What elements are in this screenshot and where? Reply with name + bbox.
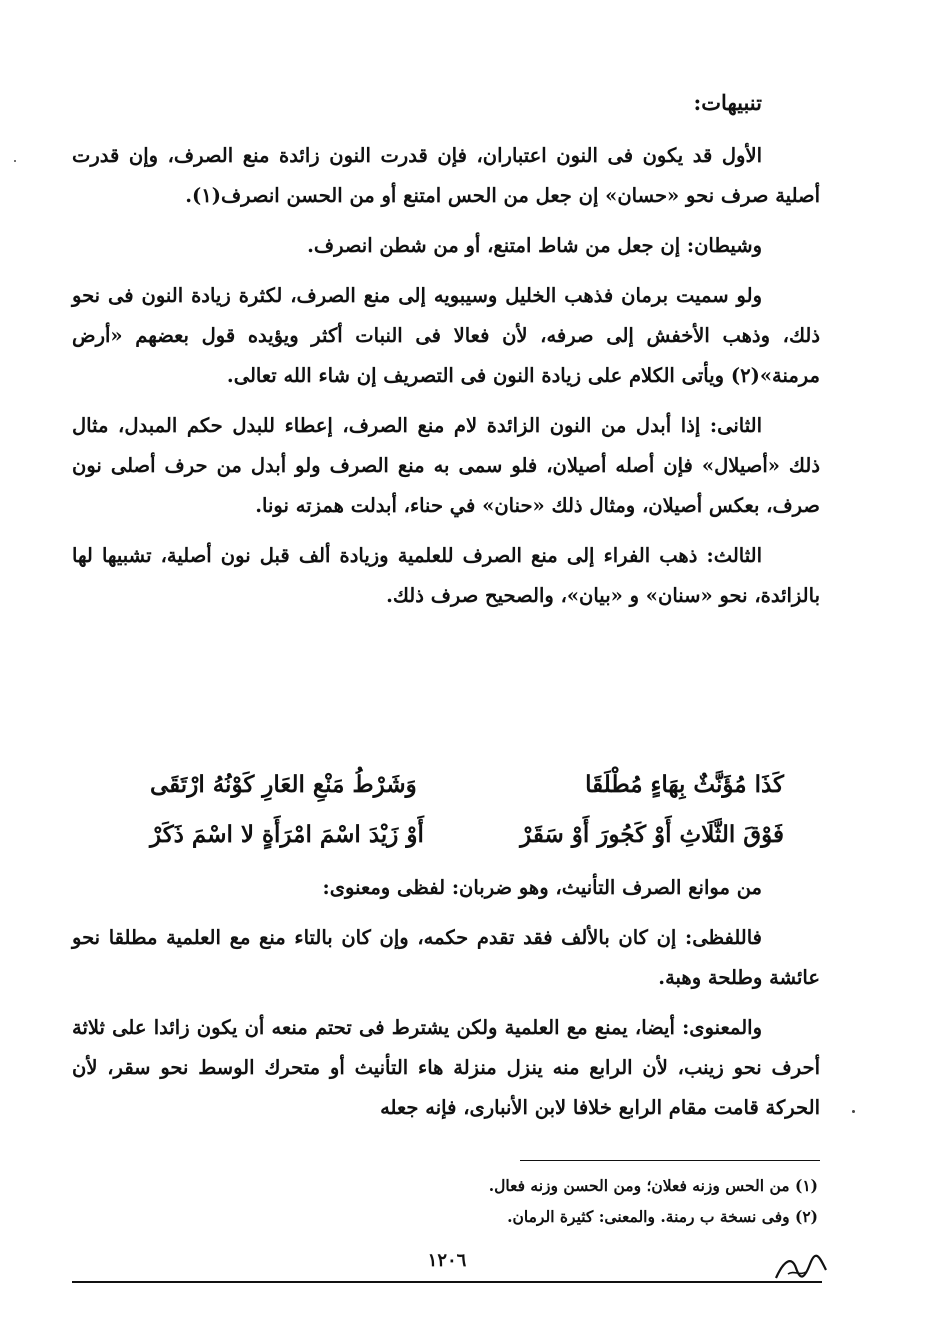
paragraph-lead: والمعنوى: bbox=[682, 1016, 762, 1039]
paragraph-first bbox=[72, 136, 820, 216]
paragraph-text: ذهب الفراء إلى منع الصرف للعلمية وزيادة ألف قبل نون أصلية، تشبيها لها بالزائدة، نحو «سنان» و «بيان»، والصحيح صرف ذلك. bbox=[72, 544, 820, 607]
paragraph-text: ولو سميت برمان فذهب الخليل وسيبويه إلى منع الصرف، لكثرة زيادة النون فى نحو ذلك، وذهب الأخفش إلى صرفه، لأن فعالا فى النبات أكثر ويؤيده قول بعضهم «أرض مرمنة»(٢) ويأتى الكلام على زيادة النون فى التصريف إن شاء الله تعالى. bbox=[72, 284, 820, 387]
paragraph-manawi bbox=[72, 1008, 820, 1128]
scan-speck bbox=[14, 160, 16, 162]
paragraph-lead: الثانى: bbox=[709, 414, 762, 437]
paragraph-text: إن كان بالألف فقد تقدم حكمه، وإن كان بالتاء منع مع العلمية مطلقا نحو عائشة وطلحة وهبة. bbox=[72, 926, 820, 989]
text-block-top bbox=[72, 136, 820, 616]
scribble-mark-icon bbox=[770, 1250, 832, 1284]
paragraph-burman bbox=[72, 276, 820, 396]
paragraph-lafzi bbox=[72, 918, 820, 998]
paragraph-text: أيضا، يمنع مع العلمية ولكن يشترط فى تحتم منعه أن يكون زائدا على ثلاثة أحرف نحو زينب، لأن الرابع منه ينزل منزلة هاء التأنيث أو متحرك الوسط نحو سقر، لأن الحركة قامت مقام الرابع خلافا لابن الأنبارى، فإنه جعله bbox=[72, 1016, 820, 1119]
section-heading: تنبيهات: bbox=[693, 90, 762, 115]
footnote-2: (٢) وفى نسخة ب رمنة. والمعنى: كثيرة الرمان. bbox=[507, 1207, 818, 1226]
paragraph-shaytan bbox=[72, 226, 820, 266]
paragraph-text: وشيطان: إن جعل من شاط امتنع، أو من شطن انصرف. bbox=[307, 234, 762, 257]
verse-hemistich-left: أَوْ زَيْدَ اسْمَ امْرَأَةٍ لا اسْمَ ذَكَرْ bbox=[150, 821, 424, 848]
verse-line bbox=[150, 810, 784, 860]
paragraph-second bbox=[72, 406, 820, 526]
paragraph-lead: فاللفظى: bbox=[685, 926, 762, 949]
footnote-1: (١) من الحس وزنه فعلان؛ ومن الحسن وزنه فعال. bbox=[488, 1176, 818, 1195]
paragraph-mawani bbox=[72, 868, 820, 908]
scan-speck bbox=[852, 1110, 855, 1113]
verse-hemistich-right: فَوْقَ الثَّلَاثِ أَوْ كَجُورَ أَوْ سَقَرْ bbox=[520, 821, 784, 848]
footnotes bbox=[300, 1170, 818, 1232]
verse-hemistich-right: كَذَا مُؤَنَّثٌ بِهَاءٍ مُطْلَقَا bbox=[585, 771, 784, 798]
paragraph-third bbox=[72, 536, 820, 616]
verse-hemistich-left: وَشَرْطُ مَنْعِ العَارِ كَوْنُهُ ارْتَقَى bbox=[150, 771, 417, 798]
paragraph-text: من موانع الصرف التأنيث، وهو ضربان: لفظى ومعنوى: bbox=[322, 876, 762, 899]
bottom-divider bbox=[72, 1281, 822, 1283]
paragraph-text: الأول قد يكون فى النون اعتباران، فإن قدرت النون زائدة منع الصرف، وإن قدرت أصلية صرف نحو «حسان» إن جعل من الحس امتنع أو من الحسن انصرف(١). bbox=[72, 144, 820, 207]
footnote-divider bbox=[520, 1160, 820, 1161]
text-block-bottom bbox=[72, 868, 820, 1128]
paragraph-lead: الثالث: bbox=[706, 544, 762, 567]
page-number-text: ١٢٠٦ bbox=[427, 1250, 467, 1271]
verse-block bbox=[150, 760, 784, 860]
verse-line bbox=[150, 760, 784, 810]
paragraph-text: إذا أبدل من النون الزائدة لام منع الصرف، إعطاء للبدل حكم المبدل، مثال ذلك «أصيلال» فإن أصله أصيلان، فلو سمى به منع الصرف ولو أبدل من حرف أصلى نون صرف، بعكس أصيلان، ومثال ذلك «حنان» في حناء، أبدلت همزته نونا. bbox=[72, 414, 820, 517]
